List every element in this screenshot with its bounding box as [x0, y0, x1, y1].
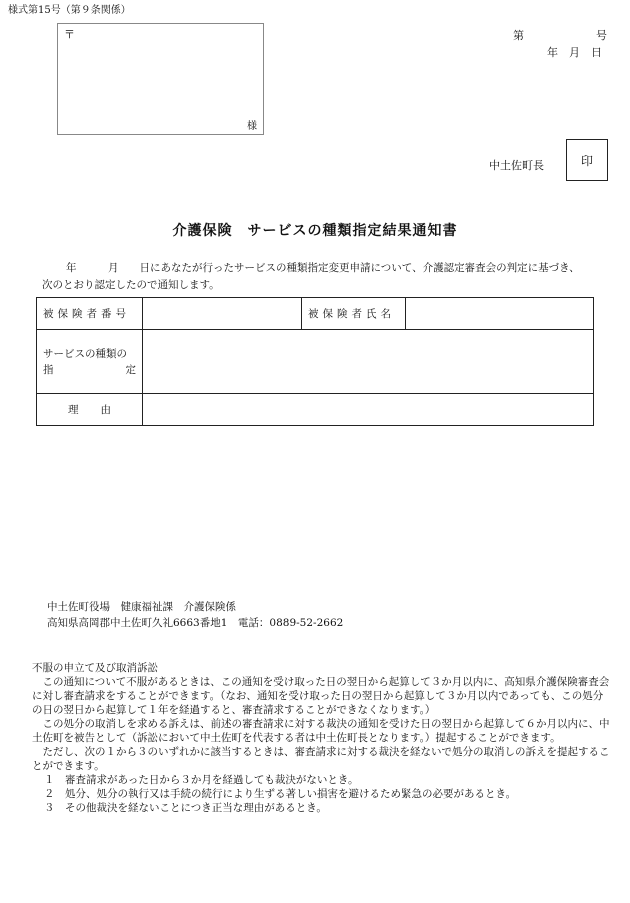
doc-number-suffix: 号 [596, 29, 607, 42]
intro-year: 年 [66, 262, 77, 274]
intro-line-2: 次のとおり認定したので通知します。 [42, 279, 220, 291]
insured-name-label: 被保険者氏名 [302, 298, 406, 330]
appeal-paragraph-1: この通知について不服があるときは、この通知を受け取った日の翌日から起算して３か月以内に、高知県介護保険審査会に対し審査請求をすることができます。（なお、通知を受け取った日の翌日から起算して３か月以内であっても、この処分の日の翌日から起算して１年を経過すると、審査請求することができなくなります。） [32, 676, 610, 716]
seal-box [566, 139, 608, 181]
service-type-label-line2 [43, 362, 136, 378]
seal-label: 印 [580, 153, 593, 168]
intro-line-1 [66, 260, 580, 275]
reason-label-ri: 理 [68, 404, 79, 416]
appeal-heading: 不服の申立て及び取消訴訟 [32, 662, 158, 674]
issuer-name: 中土佐町長 [489, 159, 544, 172]
doc-number-prefix: 第 [513, 29, 524, 42]
document-title: 介護保険 サービスの種類指定結果通知書 [172, 223, 458, 239]
info-table [36, 297, 594, 426]
address-box [57, 23, 264, 135]
contact-office: 中土佐町役場 健康福祉課 介護保険係 [47, 601, 236, 613]
appeal-paragraph-2: この処分の取消しを求める訴えは、前述の審査請求に対する裁決の通知を受けた日の翌日から起算して６か月以内に、中土佐町を被告として（訴訟において中土佐町を代表する者は中土佐町長となります。）提起することができます。 [32, 718, 610, 744]
insured-number-value [143, 298, 302, 330]
service-type-label-tei: 定 [125, 363, 136, 376]
form-number: 様式第15号（第９条関係） [8, 5, 131, 16]
service-type-value [143, 330, 594, 394]
issue-date: 年 月 日 [547, 46, 602, 59]
appeal-item-2: ２ 処分、処分の執行又は手続の続行により生ずる著しい損害を避けるため緊急の必要があるとき。 [44, 788, 517, 800]
intro-month: 月 [108, 262, 119, 274]
appeal-item-1: １ 審査請求があった日から３か月を経過しても裁決がないとき。 [44, 774, 359, 786]
service-type-label-line1: サービスの種類の [43, 347, 127, 360]
insured-name-value [406, 298, 594, 330]
reason-value [143, 394, 594, 426]
postal-mark: 〒 [64, 28, 75, 41]
contact-address: 高知県高岡郡中土佐町久礼6663番地1 電話：0889-52-2662 [47, 617, 344, 629]
honorific-label: 様 [247, 121, 257, 132]
reason-label-yu: 由 [100, 404, 111, 416]
appeal-item-3: ３ その他裁決を経ないことにつき正当な理由があるとき。 [44, 802, 327, 814]
reason-label [37, 394, 143, 426]
insured-number-label: 被保険者番号 [37, 298, 143, 330]
appeal-paragraph-3: ただし、次の１から３のいずれかに該当するときは、審査請求に対する裁決を経ないで処分の取消しの訴えを提起することができます。 [32, 746, 610, 772]
intro-text: 日にあなたが行ったサービスの種類指定変更申請について、介護認定審査会の判定に基づき、 [139, 262, 580, 274]
service-type-label-shi: 指 [43, 363, 54, 376]
service-type-label [37, 330, 143, 394]
